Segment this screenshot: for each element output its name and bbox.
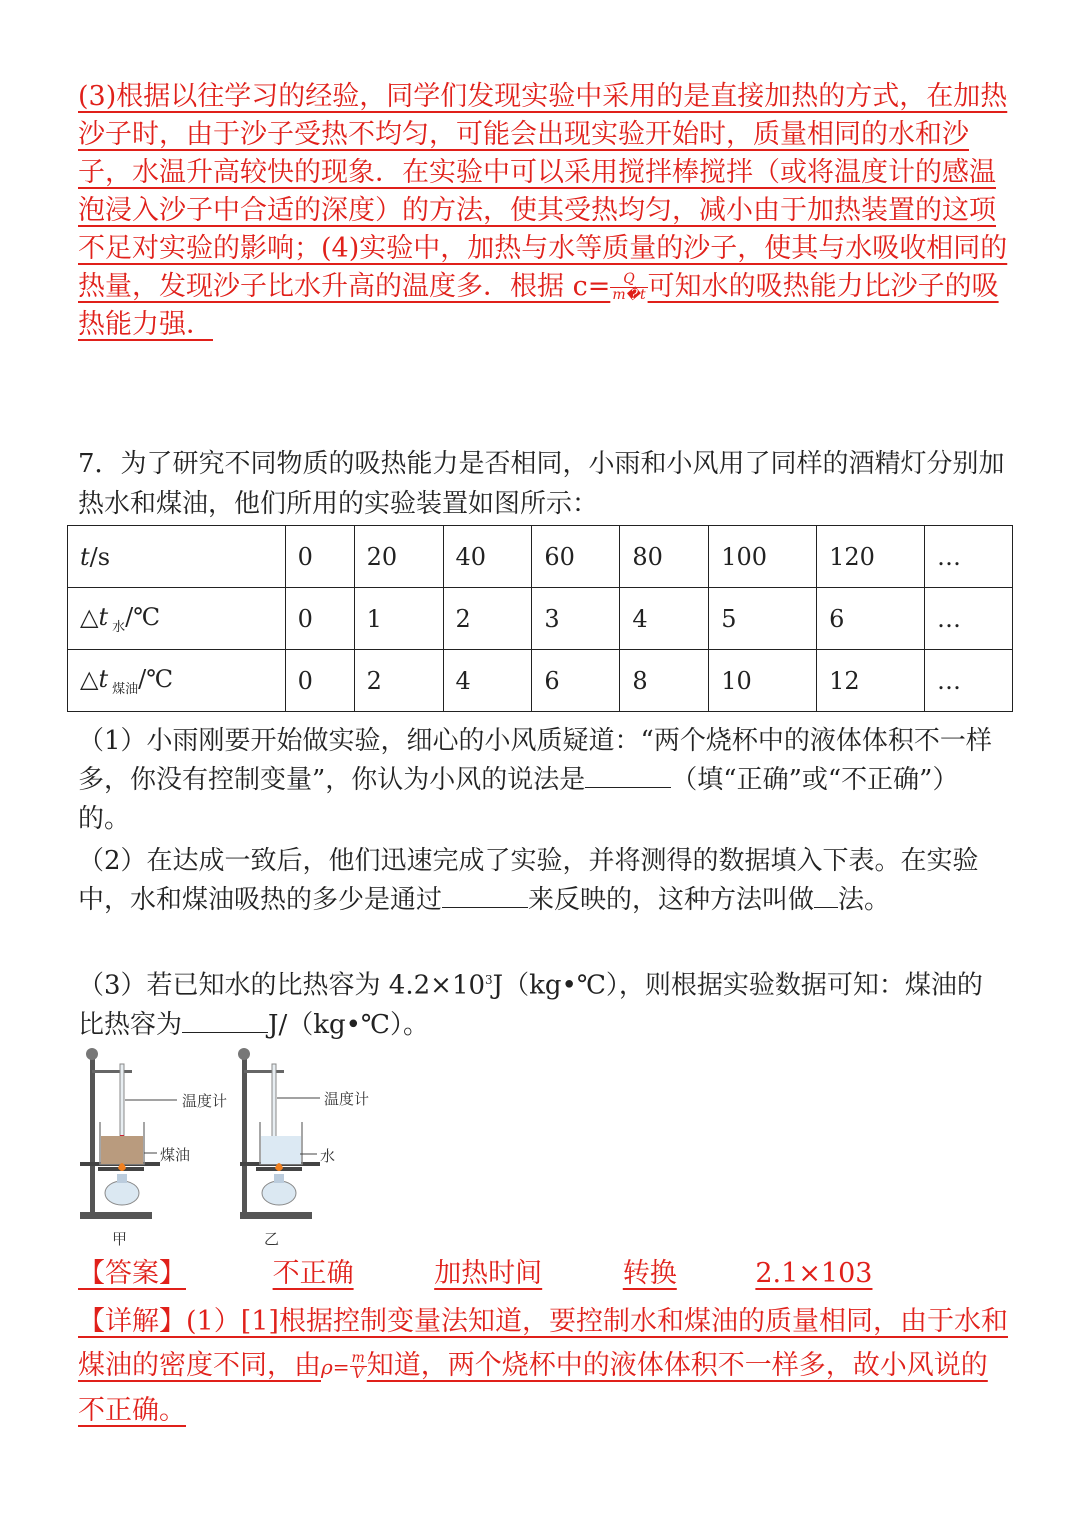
table-cell: 60 [532, 526, 620, 588]
table-cell: 0 [285, 526, 354, 588]
apparatus-left [80, 1048, 160, 1219]
temperature-data-table [67, 525, 1013, 712]
table-cell: 100 [709, 526, 817, 588]
answer-blank-4 [182, 1006, 268, 1033]
answer-tag: 【答案】 [78, 1258, 186, 1289]
label-thermometer-left: 温度计 [182, 1092, 228, 1110]
answer-line [78, 1256, 872, 1292]
table-cell: 6 [817, 588, 925, 650]
apparatus-illustration [72, 1040, 412, 1250]
previous-answer-text-2: 可知水的吸热能力比沙子的吸热能力强． [78, 271, 999, 340]
answer-2: 加热时间 [434, 1258, 543, 1289]
answer-1: 不正确 [272, 1258, 354, 1289]
table-cell: 2 [354, 650, 443, 712]
table-row-kerosene [68, 650, 1013, 712]
row-label-kerosene: △t $_{煤油}$/℃ [68, 650, 286, 712]
table-cell: 4 [443, 650, 532, 712]
density-symbol: ρ= [321, 1355, 350, 1379]
detail-tag: 【详解】 [78, 1306, 186, 1337]
label-kerosene: 煤油 [160, 1146, 191, 1164]
sub-question-2: （2）在达成一致后，他们迅速完成了实验，并将测得的数据填入下表。在实验中，水和煤油吸热的多少是通过 来反映的，这种方法叫做 法。 [78, 846, 979, 915]
density-fraction [350, 1351, 367, 1382]
previous-answer-text-1: (3)根据以往学习的经验，同学们发现实验中采用的是直接加热的方式，在加热沙子时，由于沙子受热不均匀，可能会出现实验开始时，质量相同的水和沙子，水温升高较快的现象．在实验中可以采用搅拌棒搅拌（或将温度计的感温泡浸入沙子中合适的深度）的方法，使其受热均匀，减小由于加热装置的这项不足对实验的影响；(4)实验中，加热与水等质量的沙子，使其与水吸收相同的热量，发现沙子比水升高的温度多．根据 c= [78, 81, 1008, 302]
table-cell: 0 [285, 588, 354, 650]
previous-answer-paragraph [78, 78, 1008, 344]
table-cell: 12 [817, 650, 925, 712]
table-cell: … [925, 526, 1013, 588]
answer-blank-1 [585, 761, 671, 788]
table-cell: 6 [532, 650, 620, 712]
formula-numerator: Q [610, 272, 647, 288]
table-cell: 40 [443, 526, 532, 588]
label-thermometer-right: 温度计 [324, 1090, 370, 1108]
row-label-time: t/s [68, 526, 286, 588]
table-cell: 3 [532, 588, 620, 650]
table-row-water [68, 588, 1013, 650]
apparatus-figure [72, 1040, 412, 1250]
table-cell: 4 [620, 588, 709, 650]
table-row-time [68, 526, 1013, 588]
detail-explanation [78, 1300, 1008, 1433]
apparatus-right [238, 1048, 320, 1219]
density-denominator: V [353, 1366, 364, 1382]
answer-blank-2 [442, 881, 528, 908]
caption-jia: 甲 [112, 1230, 128, 1248]
density-numerator: m [351, 1350, 365, 1366]
caption-yi: 乙 [264, 1230, 280, 1248]
table-cell: 120 [817, 526, 925, 588]
row-label-water: △t $_水$/℃ [68, 588, 286, 650]
formula-denominator: m�t [612, 287, 646, 303]
label-water: 水 [320, 1147, 336, 1165]
sub-question-3: （3）若已知水的比热容为 $4.2\times 10^3J(kg•℃)$，则根据实验数据可知：煤油的比热容为 J/（kg•℃）。 [78, 970, 983, 1040]
answer-4: 2.1×103 [755, 1258, 873, 1289]
specific-heat-formula-fraction [610, 272, 647, 303]
table-cell: 2 [443, 588, 532, 650]
answer-blank-3 [814, 881, 838, 908]
question-7-intro: 7．为了研究不同物质的吸热能力是否相同，小雨和小风用了同样的酒精灯分别加热水和煤油，他们所用的实验装置如图所示： [78, 449, 1005, 519]
table-cell: 8 [620, 650, 709, 712]
answer-3: 转换 [622, 1258, 677, 1289]
table-cell: … [925, 650, 1013, 712]
table-cell: 5 [709, 588, 817, 650]
table-cell: 0 [285, 650, 354, 712]
detail-text-1: (1）[1]根据控制变量法知道，要控制水和煤油的质量相同，由于水和煤油的密度不同，由 [78, 1306, 1008, 1381]
table-cell: 1 [354, 588, 443, 650]
table-cell: 10 [709, 650, 817, 712]
table-cell: 80 [620, 526, 709, 588]
table-cell: … [925, 588, 1013, 650]
table-cell: 20 [354, 526, 443, 588]
sub-question-1: （1）小雨刚要开始做实验，细心的小风质疑道：“两个烧杯中的液体体积不一样多，你没有控制变量”，你认为小风的说法是 （填“正确”或“不正确”）的。 [78, 726, 992, 834]
detail-text-2: 知道，两个烧杯中的液体体积不一样多，故小风说的不正确。 [78, 1350, 988, 1426]
